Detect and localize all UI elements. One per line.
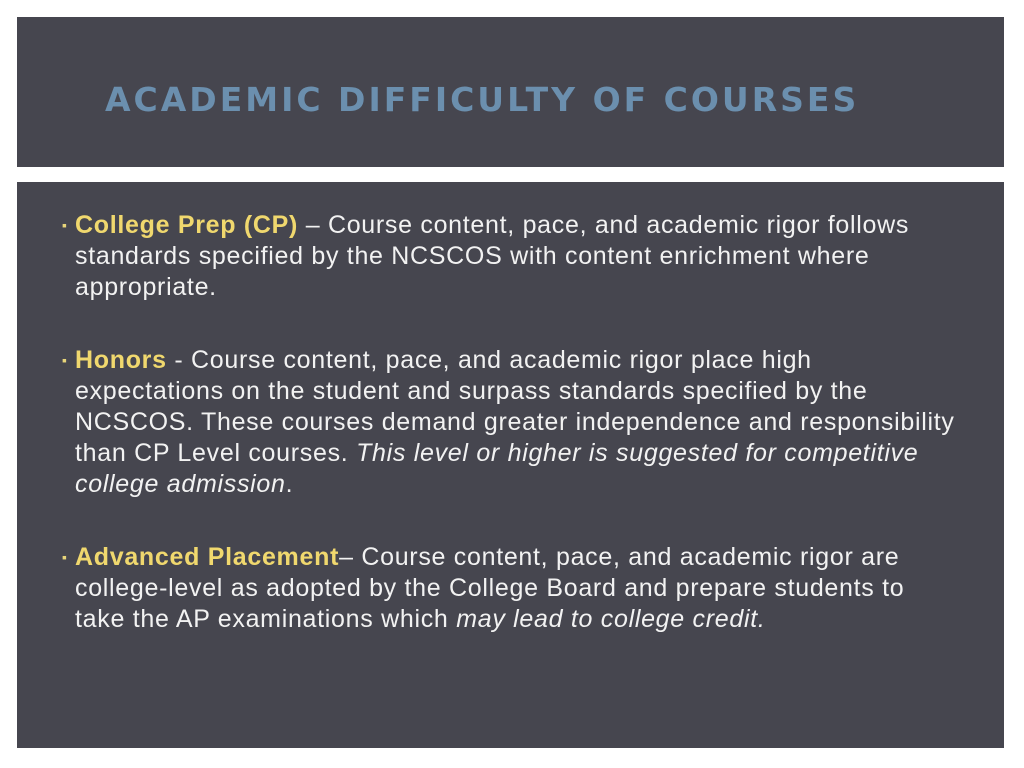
term-advanced-placement: Advanced Placement <box>75 543 340 571</box>
description-college-prep: – Course content, pace, and academic rigor follows standards specified by the NCSCOS with content enrichment where appropriate. <box>75 211 910 301</box>
description-advanced-placement: – Course content, pace, and academic rigor are college-level as adopted by the College Board and prepare students to take the AP examinations which <box>75 543 905 633</box>
square-bullet-icon: ▪ <box>62 352 68 368</box>
term-honors: Honors <box>75 346 167 374</box>
description-honors: - Course content, pace, and academic rigor place high expectations on the student and surpass standards specified by the NCSCOS. These courses demand greater independence and responsibility than CP Level courses. <box>75 346 955 467</box>
italic-note-honors: This level or higher is suggested for competitive college admission <box>75 439 919 498</box>
square-bullet-icon: ▪ <box>62 217 68 233</box>
content-panel <box>17 182 1004 748</box>
slide-title: ACADEMIC DIFFICULTY OF COURSES <box>105 80 860 119</box>
square-bullet-icon: ▪ <box>62 549 68 565</box>
bullet-advanced-placement <box>62 542 962 635</box>
term-college-prep: College Prep (CP) <box>75 211 299 239</box>
title-panel <box>17 17 1004 167</box>
bullet-list <box>62 210 962 677</box>
italic-note-advanced-placement: may lead to college credit. <box>456 605 766 633</box>
bullet-college-prep <box>62 210 962 303</box>
period: . <box>285 470 294 498</box>
bullet-honors <box>62 345 962 500</box>
